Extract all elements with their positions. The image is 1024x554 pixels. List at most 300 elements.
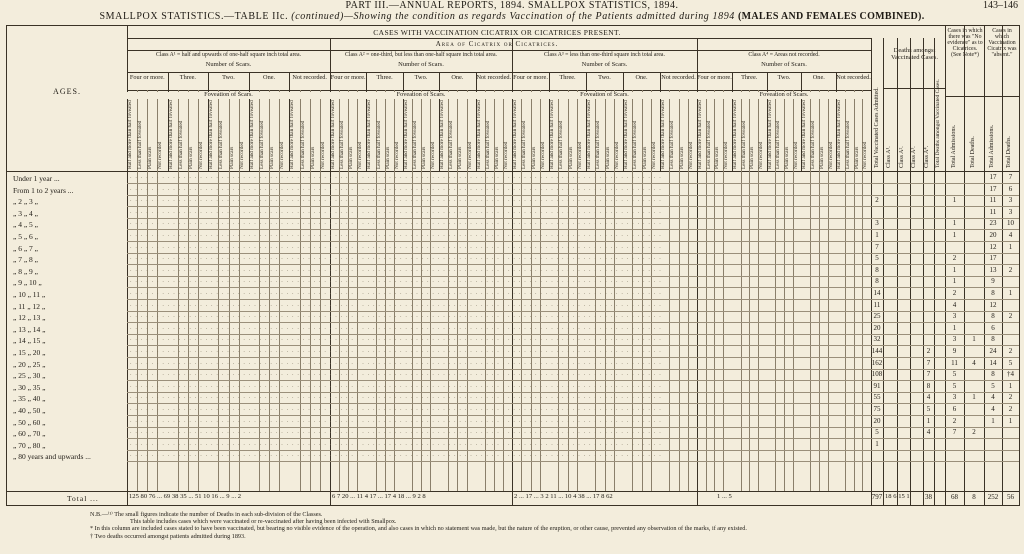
- row-line: [127, 322, 1019, 323]
- row-value: 4: [1008, 231, 1013, 239]
- row-value: 8: [991, 335, 995, 344]
- foveation-subheader: Plain scars: [309, 146, 316, 169]
- row-line: [127, 218, 1019, 219]
- row-value: 2: [972, 428, 976, 437]
- row-line: [127, 369, 1019, 370]
- foveation-subheader: Plain scars: [269, 146, 276, 169]
- age-row-label: „ 3 „ 4 „: [13, 208, 38, 218]
- foveation-subheader: Half and more than half foveated: [731, 100, 738, 169]
- dotted-leaders: . . . . . . . . . . . . . . . . . . . . . . . . . . . . . . . . . . . . . . . . . . . . . . . . . . . . . . . . . . . . . . . . . . . . . . . . . . . . . . . . . . . . . . . . . . . . . . . . . . .: [130, 174, 662, 180]
- row-value: 5: [952, 381, 957, 390]
- foveation-subheader: Not recorded: [650, 141, 657, 169]
- dotted-leaders: . . . . . . . . . . . . . . . . . . . . . . . . . . . . . . . . . . . . . . . . . . . . . . . . . . . . . . . . . . . . . . . . . . . . . . . . . . . . . . . . . . . . . . . . . . . . . . . . . . .: [130, 208, 662, 215]
- row-value: 5: [1008, 358, 1013, 367]
- statistics-table: [6, 25, 1020, 506]
- foveation-subheader: Not recorded: [687, 141, 694, 169]
- foveation-subheader: Half and more than half foveated: [623, 100, 629, 169]
- absent-total-deaths: Total Deaths.: [1006, 136, 1012, 168]
- age-row-label: „ 11 „ 12 „: [13, 301, 46, 311]
- foveation-label: Foveation of Scars.: [697, 92, 871, 99]
- row-value: 23: [989, 219, 997, 228]
- dotted-leaders: . . . . . . . . . . . . . . . . . . . . . . . . . . . . . . . . . . . . . . . . . . . . . . . . . . . . . . . . . . . . . . . . . . . . . . . . . . . . . . . . . . . . . . . . . . . . . . . . . . .: [130, 348, 662, 354]
- row-value: 1: [972, 393, 976, 402]
- dotted-leaders: . . . . . . . . . . . . . . . . . . . . . . . . . . . . . . . . . . . . . . . . . . . . . . . . . . . . . . . . . . . . . . . . . . . . . . . . . . . . . . . . . . . . . . . . . . . . . . . . . . .: [130, 278, 662, 285]
- foveation-subheader: Less than half foveated: [632, 120, 639, 169]
- row-value: 14: [873, 289, 881, 297]
- row-value: 12: [989, 242, 997, 251]
- row-value: 9: [991, 277, 995, 286]
- row-value: 7: [926, 370, 931, 379]
- age-row-label: „ 6 „ 7 „: [13, 243, 38, 253]
- row-value: 4: [972, 358, 976, 367]
- foveation-subheader: Half and more than half foveated: [836, 100, 843, 169]
- row-value: 108: [871, 370, 883, 379]
- foveation-subheader: Plain scars: [493, 146, 500, 169]
- foveation-subheader: Less than half foveated: [177, 120, 184, 169]
- dotted-leaders: . . . . . . . . . . . . . . . . . . . . . . . . . . . . . . . . . . . . . . . . . . . . . . . . . . . . . . . . . . . . . . . . . . . . . . . . . . . . . . . . . . . . . . . . . . . . . . . . . . .: [130, 185, 662, 192]
- dotted-leaders: . . . . . . . . . . . . . . . . . . . . . . . . . . . . . . . . . . . . . . . . . . . . . . . . . . . . . . . . . . . . . . . . . . . . . . . . . . . . . . . . . . . . . . . . . . . . . . . . . . .: [130, 452, 662, 459]
- row-value: 3: [1008, 196, 1013, 205]
- row-value: 1: [1008, 416, 1013, 425]
- cases-with-cicatrix-header: CASES WITH VACCINATION CICATRIX OR CICATRICES PRESENT.: [373, 28, 621, 37]
- dotted-leaders: . . . . . . . . . . . . . . . . . . . . . . . . . . . . . . . . . . . . . . . . . . . . . . . . . . . . . . . . . . . . . . . . . . . . . . . . . . . . . . . . . . . . . . . . . . . . . . . . . . .: [130, 232, 662, 238]
- foveation-subheader: Not recorded: [539, 141, 546, 169]
- foveation-subheader: Less than half foveated: [521, 120, 528, 169]
- age-row-label: „ 80 years and upwards ...: [13, 452, 91, 462]
- divider: [127, 72, 871, 73]
- foveation-subheader: Plain scars: [604, 146, 611, 169]
- row-line: [127, 206, 1019, 207]
- row-value: 2: [926, 347, 931, 355]
- age-row-label: „ 5 „ 6 „: [13, 232, 38, 241]
- foveation-subheader: Not recorded: [613, 141, 620, 169]
- row-value: 8: [875, 265, 879, 274]
- row-line: [127, 450, 1019, 451]
- row-line: [127, 253, 1019, 254]
- row-value: 4: [926, 428, 931, 437]
- foveation-subheader: Not recorded: [757, 141, 764, 169]
- age-row-label: „ 40 „ 50 „: [13, 406, 46, 415]
- age-row-label: „ 50 „ 60 „: [13, 417, 46, 427]
- dotted-leaders: . . . . . . . . . . . . . . . . . . . . . . . . . . . . . . . . . . . . . . . . . . . . . . . . . . . . . . . . . . . . . . . . . . . . . . . . . . . . . . . . . . . . . . . . . . . . . . . . . . .: [130, 266, 662, 273]
- foveation-subheader: Less than half foveated: [411, 120, 418, 169]
- row-line: [127, 357, 1019, 358]
- dotted-leaders: . . . . . . . . . . . . . . . . . . . . . . . . . . . . . . . . . . . . . . . . . . . . . . . . . . . . . . . . . . . . . . . . . . . . . . . . . . . . . . . . . . . . . . . . . . . . . . . . . . .: [130, 394, 662, 401]
- age-row-label: „ 15 „ 20 „: [13, 348, 46, 357]
- row-value: 7: [926, 358, 931, 367]
- no-evidence-header: Cases in which there was "No evidence" as to Cicatrices. (See Note*): [947, 28, 983, 59]
- class-label: Class A⁴ = Areas not recorded.: [748, 52, 820, 58]
- row-value: 3: [875, 219, 879, 228]
- foveation-subheader: Less than half foveated: [218, 120, 225, 169]
- row-line: [127, 241, 1019, 242]
- total-deaths-vaccinated-header: Total Deaths amongst Vaccinated Cases.: [935, 79, 941, 168]
- row-value: 5: [952, 370, 957, 379]
- foveation-subheader: Not recorded: [279, 141, 286, 169]
- scar-group-label: One.: [812, 74, 825, 81]
- row-value: 2: [952, 254, 957, 263]
- class-label: Class A¹ = half and upwards of one-half square inch total area.: [155, 52, 302, 58]
- foveation-subheader: Less than half foveated: [137, 120, 144, 169]
- row-value: 3: [952, 335, 957, 344]
- foveation-subheader: Half and more than half foveated: [586, 100, 592, 169]
- foveation-subheader: Half and more than half foveated: [801, 100, 808, 169]
- age-row-label: „ 25 „ 30 „: [13, 371, 46, 381]
- divider: [1002, 26, 1003, 505]
- foveation-subheader: Not recorded: [198, 141, 205, 169]
- foveation-subheader: Half and more than half foveated: [660, 100, 666, 169]
- foveation-subheader: Less than half foveated: [844, 120, 851, 169]
- no-evidence-total-admissions: Total Admissions.: [951, 124, 957, 168]
- row-value: 8: [991, 370, 995, 379]
- row-value: 3: [952, 393, 957, 402]
- dotted-leaders: . . . . . . . . . . . . . . . . . . . . . . . . . . . . . . . . . . . . . . . . . . . . . . . . . . . . . . . . . . . . . . . . . . . . . . . . . . . . . . . . . . . . . . . . . . . . . . . . . . .: [130, 301, 662, 308]
- row-value: 32: [873, 335, 881, 344]
- row-value: 6: [952, 405, 957, 413]
- page-number: 143–146: [983, 0, 1018, 11]
- absent-total-admissions: Total Admissions.: [989, 124, 995, 168]
- foveation-subheader: Less than half foveated: [775, 120, 782, 169]
- row-value: 17: [989, 173, 997, 181]
- scar-group-label: Not recorded.: [836, 74, 871, 81]
- foveation-subheader: Plain scars: [749, 146, 756, 169]
- dotted-leaders: . . . . . . . . . . . . . . . . . . . . . . . . . . . . . . . . . . . . . . . . . . . . . . . . . . . . . . . . . . . . . . . . . . . . . . . . . . . . . . . . . . . . . . . . . . . . . . . . . . .: [130, 417, 662, 424]
- age-row-label: „ 8 „ 9 „: [13, 266, 38, 276]
- row-line: [127, 264, 1019, 265]
- total-no-evidence-admissions: 68: [951, 493, 958, 501]
- row-line: [127, 345, 1019, 346]
- class-label: Class A³ = less than one-third square inch total area.: [544, 52, 665, 58]
- row-line: [127, 392, 1019, 393]
- row-value: 5: [991, 381, 995, 390]
- row-value: 6: [1008, 184, 1013, 193]
- foveation-subheader: Half and more than half foveated: [697, 100, 703, 169]
- foveation-subheader: Plain scars: [421, 146, 427, 169]
- foveation-subheader: Half and more than half foveated: [330, 100, 336, 169]
- total-deaths-vaccinated: 38: [925, 493, 932, 501]
- row-value: 5: [875, 428, 879, 437]
- row-value: 17: [989, 254, 997, 263]
- row-value: 1: [1008, 289, 1013, 297]
- foveation-subheader: Half and more than half foveated: [208, 100, 215, 169]
- dotted-leaders: . . . . . . . . . . . . . . . . . . . . . . . . . . . . . . . . . . . . . . . . . . . . . . . . . . . . . . . . . . . . . . . . . . . . . . . . . . . . . . . . . . . . . . . . . . . . . . . . . . .: [130, 406, 662, 412]
- scar-group-label: One.: [635, 74, 648, 81]
- dotted-leaders: . . . . . . . . . . . . . . . . . . . . . . . . . . . . . . . . . . . . . . . . . . . . . . . . . . . . . . . . . . . . . . . . . . . . . . . . . . . . . . . . . . . . . . . . . . . . . . . . . . .: [130, 243, 662, 250]
- foveation-subheader: Plain scars: [187, 146, 194, 169]
- row-value: 5: [926, 405, 931, 413]
- divider: [7, 171, 1019, 172]
- row-value: 2: [1008, 405, 1013, 413]
- total-class-a4: 1 ... 5: [717, 493, 732, 500]
- scar-group-label: Three.: [179, 74, 197, 81]
- foveation-subheader: Half and more than half foveated: [402, 100, 409, 169]
- foveation-subheader: Plain scars: [228, 146, 235, 169]
- foveation-subheader: Not recorded: [827, 141, 834, 169]
- total-class-a1: 125 80 76 ... 69 38 35 ... 51 10 16 ... 9 ... 2: [129, 493, 242, 500]
- ages-header: AGES.: [53, 87, 81, 96]
- row-value: 20: [989, 231, 997, 239]
- foveation-label: Foveation of Scars.: [330, 92, 512, 99]
- dotted-leaders: . . . . . . . . . . . . . . . . . . . . . . . . . . . . . . . . . . . . . . . . . . . . . . . . . . . . . . . . . . . . . . . . . . . . . . . . . . . . . . . . . . . . . . . . . . . . . . . . . . .: [130, 429, 662, 436]
- row-value: 2: [952, 289, 957, 297]
- row-value: 20: [873, 323, 881, 332]
- row-value: †4: [1007, 370, 1014, 379]
- dotted-leaders: . . . . . . . . . . . . . . . . . . . . . . . . . . . . . . . . . . . . . . . . . . . . . . . . . . . . . . . . . . . . . . . . . . . . . . . . . . . . . . . . . . . . . . . . . . . . . . . . . . .: [130, 290, 662, 296]
- running-title: PART III.—ANNUAL REPORTS, 1894. SMALLPOX STATISTICS, 1894.: [345, 0, 679, 11]
- foveation-subheader: Half and more than half foveated: [167, 100, 174, 169]
- footnote-2: This table includes cases which were vaccinated or re-vaccinated after having been infected with Smallpox.: [130, 518, 397, 526]
- row-value: 9: [952, 347, 957, 355]
- death-class-header: Class A¹.: [886, 146, 892, 168]
- death-class-header: Class A².: [898, 146, 905, 168]
- age-row-label: „ 2 „ 3 „: [13, 197, 38, 207]
- foveation-subheader: Plain scars: [567, 146, 574, 169]
- row-line: [127, 380, 1019, 381]
- footnote-4: † Two deaths occurred amongst patients admitted during 1893.: [90, 532, 246, 540]
- scar-group-label: Four or more.: [129, 74, 165, 81]
- row-value: 4: [952, 300, 957, 309]
- death-class-header: Class A³.: [911, 146, 917, 168]
- row-value: 8: [875, 277, 879, 286]
- foveation-subheader: Less than half foveated: [484, 120, 491, 169]
- number-of-scars-label: Number of Scars.: [761, 61, 807, 68]
- title-italic: (continued)—Showing the condition as regards Vaccination of the Patients admitted during 1894: [291, 11, 738, 22]
- age-row-label: „ 4 „ 5 „: [13, 220, 38, 230]
- age-row-label: „ 13 „ 14 „: [13, 324, 46, 334]
- row-value: 1: [926, 416, 931, 425]
- row-value: 2: [1008, 312, 1013, 321]
- total-absent-deaths: 56: [1007, 493, 1014, 501]
- row-value: 91: [873, 381, 881, 390]
- footnote-1: N.B.—⁽¹⁾ The small figures indicate the number of Deaths in each sub-division of the Classes.: [90, 511, 323, 518]
- total-vaccinated-admitted-header: Total Vaccinated Cases Admitted.: [874, 87, 880, 168]
- dotted-leaders: . . . . . . . . . . . . . . . . . . . . . . . . . . . . . . . . . . . . . . . . . . . . . . . . . . . . . . . . . . . . . . . . . . . . . . . . . . . . . . . . . . . . . . . . . . . . . . . . . . .: [130, 255, 662, 262]
- row-value: 6: [991, 323, 995, 332]
- title-bold: (MALES AND FEMALES COMBINED).: [738, 11, 925, 22]
- foveation-subheader: Not recorded: [723, 141, 730, 169]
- foveation-subheader: Less than half foveated: [705, 120, 712, 169]
- dotted-leaders: . . . . . . . . . . . . . . . . . . . . . . . . . . . . . . . . . . . . . . . . . . . . . . . . . . . . . . . . . . . . . . . . . . . . . . . . . . . . . . . . . . . . . . . . . . . . . . . . . . .: [130, 336, 662, 343]
- dotted-leaders: . . . . . . . . . . . . . . . . . . . . . . . . . . . . . . . . . . . . . . . . . . . . . . . . . . . . . . . . . . . . . . . . . . . . . . . . . . . . . . . . . . . . . . . . . . . . . . . . . . .: [130, 324, 662, 331]
- scar-group-label: Not recorded.: [292, 74, 327, 81]
- foveation-subheader: Plain scars: [530, 146, 537, 169]
- dotted-leaders: . . . . . . . . . . . . . . . . . . . . . . . . . . . . . . . . . . . . . . . . . . . . . . . . . . . . . . . . . . . . . . . . . . . . . . . . . . . . . . . . . . . . . . . . . . . . . . . . . . .: [130, 371, 662, 378]
- row-value: 11: [989, 207, 997, 216]
- foveation-subheader: Half and more than half foveated: [289, 100, 296, 169]
- scar-group-label: Two.: [414, 74, 428, 81]
- dotted-leaders: . . . . . . . . . . . . . . . . . . . . . . . . . . . . . . . . . . . . . . . . . . . . . . . . . . . . . . . . . . . . . . . . . . . . . . . . . . . . . . . . . . . . . . . . . . . . . . . . . . .: [130, 313, 662, 320]
- row-line: [127, 415, 1019, 416]
- class-label: Class A² = one-third, but less than one-half square inch total area.: [345, 52, 497, 58]
- row-value: 4: [991, 405, 995, 413]
- foveation-subheader: Plain scars: [818, 146, 825, 169]
- dotted-leaders: . . . . . . . . . . . . . . . . . . . . . . . . . . . . . . . . . . . . . . . . . . . . . . . . . . . . . . . . . . . . . . . . . . . . . . . . . . . . . . . . . . . . . . . . . . . . . . . . . . .: [130, 220, 662, 227]
- row-value: 162: [871, 358, 883, 367]
- row-value: 55: [873, 393, 881, 402]
- row-value: 1: [875, 231, 879, 239]
- dotted-leaders: . . . . . . . . . . . . . . . . . . . . . . . . . . . . . . . . . . . . . . . . . . . . . . . . . . . . . . . . . . . . . . . . . . . . . . . . . . . . . . . . . . . . . . . . . . . . . . . . . . .: [130, 359, 662, 366]
- title-main: SMALLPOX STATISTICS.—TABLE IIc.: [99, 11, 292, 22]
- row-line: [127, 311, 1019, 312]
- row-value: 1: [952, 265, 957, 274]
- table-title: [0, 11, 1024, 22]
- foveation-subheader: Plain scars: [853, 146, 860, 169]
- foveation-subheader: Half and more than half foveated: [549, 100, 555, 169]
- row-value: 2: [875, 196, 879, 205]
- row-line: [127, 195, 1019, 196]
- row-line: [127, 334, 1019, 335]
- foveation-subheader: Plain scars: [348, 146, 355, 169]
- area-header: Area of Cicatrix or Cicatrices.: [435, 40, 559, 48]
- footnotes: [90, 511, 990, 540]
- foveation-subheader: Plain scars: [714, 146, 721, 169]
- foveation-subheader: Less than half foveated: [448, 120, 455, 169]
- row-value: 1: [952, 231, 957, 239]
- scar-group-label: Three.: [741, 74, 758, 81]
- foveation-subheader: Half and more than half foveated: [512, 100, 518, 169]
- row-value: 3: [952, 312, 957, 321]
- divider: [883, 38, 884, 505]
- age-row-label: „ 35 „ 40 „: [13, 394, 46, 404]
- foveation-subheader: Not recorded: [792, 141, 799, 169]
- scar-group-label: Not recorded.: [476, 74, 512, 81]
- number-of-scars-label: Number of Scars.: [398, 61, 444, 68]
- age-row-label: „ 10 „ 11 „: [13, 290, 46, 299]
- foveation-subheader: Less than half foveated: [740, 120, 747, 169]
- foveation-subheader: Less than half foveated: [669, 120, 676, 169]
- total-class-a2: 6 7 20 ... 11 4 17 ... 17 4 18 ... 9 2 8: [332, 493, 426, 500]
- row-value: 17: [989, 184, 997, 193]
- number-of-scars-label: Number of Scars.: [581, 61, 628, 68]
- row-line: [127, 287, 1019, 288]
- row-value: 1: [875, 439, 879, 448]
- row-value: 25: [873, 312, 881, 321]
- row-value: 4: [926, 393, 931, 402]
- age-row-label: „ 20 „ 25 „: [13, 359, 46, 369]
- scar-group-label: Not recorded.: [661, 74, 696, 81]
- total-class-a3: 2 ... 17 ... 3 2 11 ... 10 4 38 ... 17 8 62: [514, 493, 613, 500]
- divider: [127, 38, 871, 39]
- foveation-label: Foveation of Scars.: [512, 92, 697, 99]
- divider: [7, 491, 1019, 492]
- row-value: 20: [873, 416, 881, 425]
- total-no-evidence-deaths: 8: [972, 493, 976, 501]
- scar-group-label: Two.: [598, 74, 611, 81]
- scar-group-label: Four or more.: [330, 74, 366, 81]
- age-row-label: From 1 to 2 years ...: [13, 185, 74, 195]
- row-line: [127, 438, 1019, 439]
- foveation-subheader: Less than half foveated: [299, 120, 306, 169]
- total-admitted: 797: [871, 493, 883, 501]
- row-value: 1: [1008, 242, 1013, 251]
- row-value: 1: [952, 219, 957, 228]
- scar-group-label: One.: [263, 74, 276, 81]
- foveation-subheader: Not recorded: [393, 141, 400, 169]
- scar-group-label: Two.: [777, 74, 791, 81]
- divider: [910, 38, 911, 505]
- number-of-scars-label: Number of Scars.: [205, 61, 252, 68]
- age-row-label: „ 9 „ 10 „: [13, 278, 42, 288]
- foveation-subheader: Plain scars: [457, 146, 464, 169]
- foveation-subheader: Not recorded: [502, 141, 509, 169]
- age-row-label: „ 14 „ 15 „: [13, 336, 46, 346]
- row-value: 8: [926, 381, 931, 390]
- foveation-subheader: Not recorded: [862, 141, 869, 169]
- row-value: 1: [952, 196, 957, 205]
- divider: [127, 50, 871, 51]
- row-value: 7: [1008, 173, 1013, 181]
- row-value: 4: [991, 393, 995, 402]
- row-value: 11: [951, 358, 958, 367]
- foveation-subheader: Less than half foveated: [595, 120, 602, 169]
- age-row-label: „ 30 „ 35 „: [13, 382, 46, 392]
- foveation-label: Foveation of Scars.: [127, 92, 330, 99]
- foveation-subheader: Half and more than half foveated: [766, 100, 773, 169]
- row-value: 144: [871, 347, 883, 355]
- row-value: 1: [952, 323, 957, 332]
- foveation-subheader: Plain scars: [678, 146, 685, 169]
- row-value: 1: [972, 335, 976, 344]
- row-value: 5: [875, 254, 879, 263]
- row-value: 2: [1008, 265, 1013, 274]
- row-value: 14: [989, 358, 997, 367]
- row-line: [127, 461, 1019, 462]
- scar-group-label: Four or more.: [697, 74, 732, 81]
- row-line: [127, 403, 1019, 404]
- scar-group-label: Four or more.: [513, 74, 548, 81]
- foveation-subheader: Half and more than half foveated: [366, 100, 373, 169]
- row-value: 1: [1008, 381, 1013, 390]
- foveation-subheader: Half and more than half foveated: [248, 100, 255, 169]
- row-line: [127, 427, 1019, 428]
- row-value: 11: [873, 300, 881, 309]
- scar-group-label: Three.: [376, 74, 393, 81]
- no-evidence-total-deaths: Total Deaths.: [970, 136, 976, 168]
- row-value: 1: [952, 277, 957, 286]
- row-value: 3: [1008, 207, 1013, 216]
- foveation-subheader: Plain scars: [784, 146, 790, 169]
- row-line: [127, 276, 1019, 277]
- foveation-subheader: Plain scars: [641, 146, 648, 169]
- deaths-vaccinated-header: Deaths amongst Vaccinated Cases.: [891, 47, 938, 61]
- foveation-subheader: Not recorded: [357, 141, 364, 169]
- foveation-subheader: Not recorded: [238, 141, 245, 169]
- dotted-leaders: . . . . . . . . . . . . . . . . . . . . . . . . . . . . . . . . . . . . . . . . . . . . . . . . . . . . . . . . . . . . . . . . . . . . . . . . . . . . . . . . . . . . . . . . . . . . . . . . . . .: [130, 197, 662, 204]
- row-value: 2: [1008, 347, 1013, 355]
- foveation-subheader: Not recorded: [576, 141, 583, 169]
- foveation-subheader: Not recorded: [157, 141, 164, 169]
- foveation-subheader: Less than half foveated: [258, 120, 265, 169]
- row-value: 8: [991, 312, 995, 321]
- foveation-subheader: Plain scars: [147, 146, 154, 169]
- divider: [897, 38, 898, 505]
- age-row-label: „ 70 „ 80 „: [13, 440, 46, 450]
- age-row-label: „ 7 „ 8 „: [13, 255, 38, 265]
- row-value: 24: [989, 347, 997, 355]
- death-class-header: Class A⁴.: [923, 145, 930, 168]
- age-row-label: „ 60 „ 70 „: [13, 429, 46, 439]
- row-value: 1: [991, 416, 995, 425]
- row-value: 2: [1008, 393, 1013, 402]
- dotted-leaders: . . . . . . . . . . . . . . . . . . . . . . . . . . . . . . . . . . . . . . . . . . . . . . . . . . . . . . . . . . . . . . . . . . . . . . . . . . . . . . . . . . . . . . . . . . . . . . . . . . .: [130, 382, 662, 389]
- cicatrix-absent-header: Cases in which Vaccination Cicatrix was "absent.": [987, 28, 1017, 59]
- scar-group-label: Three.: [559, 74, 576, 81]
- foveation-subheader: Not recorded: [430, 141, 437, 169]
- total-label: Total ...: [67, 494, 99, 503]
- age-row-label: Under 1 year ...: [13, 174, 60, 183]
- row-value: 13: [989, 265, 997, 274]
- foveation-subheader: Less than half foveated: [810, 120, 817, 169]
